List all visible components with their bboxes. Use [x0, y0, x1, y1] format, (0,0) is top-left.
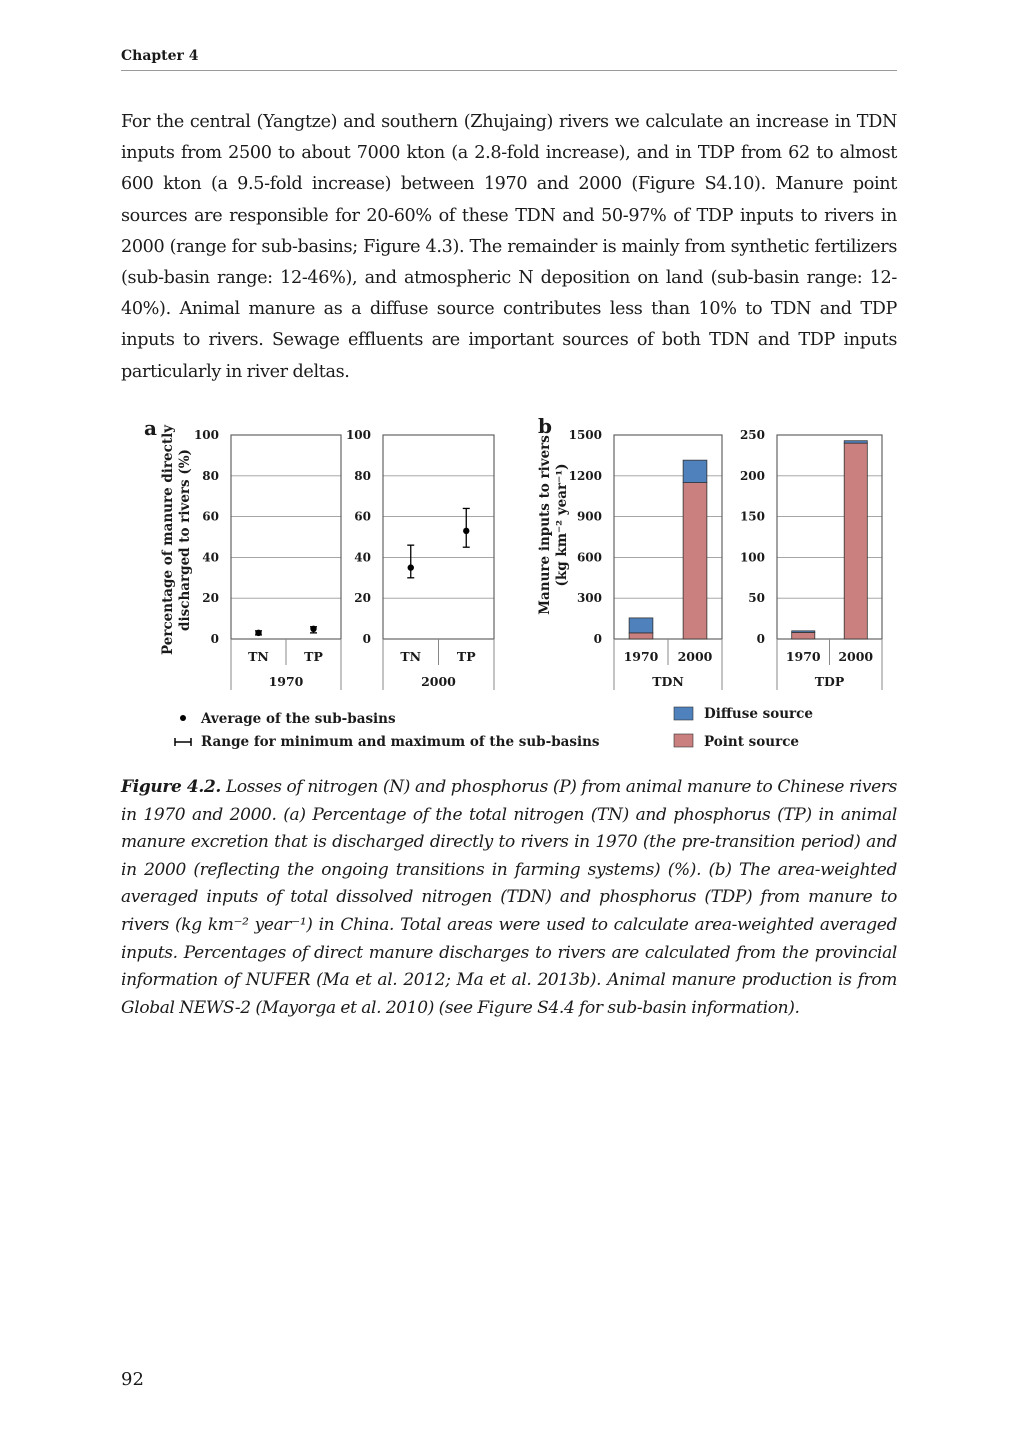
y-tick-label: 60: [354, 509, 371, 524]
average-point: [255, 630, 261, 636]
panel-a-label: a: [144, 416, 157, 440]
chapter-header: Chapter 4: [121, 48, 897, 71]
chart-b-tdn: [569, 428, 722, 690]
y-tick-label: 0: [593, 632, 602, 646]
y-tick-label: 20: [202, 591, 219, 606]
figure-caption: [121, 774, 897, 1022]
bar-segment: [629, 633, 653, 639]
average-point: [310, 626, 316, 632]
legend-range-label: Range for minimum and maximum of the sub-basins: [201, 734, 600, 750]
y-tick-label: 40: [354, 550, 371, 565]
x-tick-label: 1970: [785, 649, 821, 664]
y-tick-label: 150: [739, 509, 765, 524]
chart-b-tdp: [740, 428, 882, 690]
panel-b-label: b: [538, 414, 552, 438]
average-point: [408, 564, 414, 570]
y-tick-label: 0: [210, 632, 219, 646]
legend-diffuse-swatch: [674, 707, 693, 720]
figure-svg: [0, 405, 1018, 765]
y-tick-label: 100: [345, 428, 371, 442]
group-label: TDN: [652, 674, 684, 689]
y-tick-label: 600: [576, 550, 602, 565]
legend-point-label: Point source: [704, 734, 800, 750]
legend-average-marker: [180, 715, 186, 721]
x-tick-label: 2000: [838, 649, 874, 664]
y-tick-label: 80: [354, 468, 371, 483]
y-tick-label: 60: [202, 509, 219, 524]
x-tick-label: TP: [304, 649, 323, 664]
plot-frame: [231, 435, 341, 639]
y-tick-label: 0: [362, 632, 371, 646]
page-number: 92: [121, 1369, 144, 1390]
bar-segment: [844, 441, 867, 443]
y-tick-label: 0: [756, 632, 765, 646]
y-tick-label: 100: [739, 550, 765, 565]
caption-label: Figure 4.2.: [121, 777, 221, 797]
group-label: 2000: [421, 674, 456, 689]
panel-b-ylabel-line2: (kg km⁻² year⁻¹): [554, 463, 570, 587]
group-label: 1970: [268, 674, 304, 689]
legend-b: [674, 706, 813, 750]
bar-segment: [629, 618, 653, 633]
chart-a-1970: [194, 428, 341, 690]
x-tick-label: TP: [456, 649, 476, 664]
chart-a-2000: [346, 428, 494, 690]
bar-segment: [792, 632, 815, 639]
legend-diffuse-label: Diffuse source: [704, 706, 813, 722]
y-tick-label: 40: [202, 550, 219, 565]
group-label: TDP: [814, 674, 845, 689]
x-tick-label: TN: [248, 649, 269, 664]
plot-frame: [383, 435, 494, 639]
panel-a-ylabel-line2: discharged to rivers (%): [177, 449, 193, 631]
y-tick-label: 300: [576, 591, 602, 606]
figure-4-2: [0, 405, 1018, 765]
legend-point-swatch: [674, 734, 693, 747]
x-tick-label: 1970: [623, 649, 659, 664]
y-tick-label: 250: [739, 428, 765, 442]
y-tick-label: 50: [748, 591, 765, 606]
bar-segment: [683, 460, 707, 482]
y-tick-label: 100: [193, 428, 219, 442]
y-tick-label: 200: [739, 468, 765, 483]
y-tick-label: 1200: [568, 468, 602, 483]
x-tick-label: 2000: [677, 649, 713, 664]
panel-b-ylabel: [537, 435, 570, 615]
legend-average-label: Average of the sub-basins: [201, 711, 396, 727]
bar-segment: [844, 443, 867, 639]
panel-a-ylabel-line1: Percentage of manure directly: [160, 424, 176, 656]
y-tick-label: 900: [576, 509, 602, 524]
x-tick-label: TN: [400, 649, 422, 664]
panel-a-ylabel: [160, 424, 193, 655]
y-tick-label: 80: [202, 468, 219, 483]
y-tick-label: 20: [354, 591, 371, 606]
legend-range-marker: [175, 738, 191, 746]
legend-a: [175, 711, 600, 750]
bar-segment: [683, 483, 707, 639]
bar-segment: [792, 631, 815, 633]
body-paragraph: For the central (Yangtze) and southern (Zhujaing) rivers we calculate an increase in TDN inputs from 2500 to about 7000 kton (a 2.8-fold increase), and in TDP from 62 to almost 600 kton (a 9.5-fold increase) between 1970 and 2000 (Figure S4.10). Manure point sources are responsible for 20-60% of these TDN and 50-97% of TDP inputs to rivers in 2000 (range for sub-basins; Figure 4.3). The remainder is mainly from synthetic fertilizers (sub-basin range: 12-46%), and atmospheric N deposition on land (sub-basin range: 12-40%). Animal manure as a diffuse source contributes less than 10% to TDN and TDP inputs to rivers. Sewage effluents are important sources of both TDN and TDP inputs particularly in river deltas.: [121, 112, 897, 382]
y-tick-label: 1500: [568, 428, 602, 442]
panel-b-ylabel-line1: Manure inputs to rivers: [537, 435, 553, 615]
average-point: [463, 528, 469, 534]
caption-text: Losses of nitrogen (N) and phosphorus (P) from animal manure to Chinese rivers in 1970 and 2000. (a) Percentage of the total nitrogen (TN) and phosphorus (TP) in animal manure excretion that is discharged directly to rivers in 1970 (the pre-transition period) and in 2000 (reflecting the ongoing transitions in farming systems) (%). (b) The area-weighted averaged inputs of total dissolved nitrogen (TDN) and phosphorus (TDP) from manure to rivers (kg km⁻² year⁻¹) in China. Total areas were used to calculate area-weighted averaged inputs. Percentages of direct manure discharges to rivers are calculated from the provincial information of NUFER (Ma et al. 2012; Ma et al. 2013b). Animal manure production is from Global NEWS-2 (Mayorga et al. 2010) (see Figure S4.4 for sub-basin information).: [121, 777, 898, 1018]
